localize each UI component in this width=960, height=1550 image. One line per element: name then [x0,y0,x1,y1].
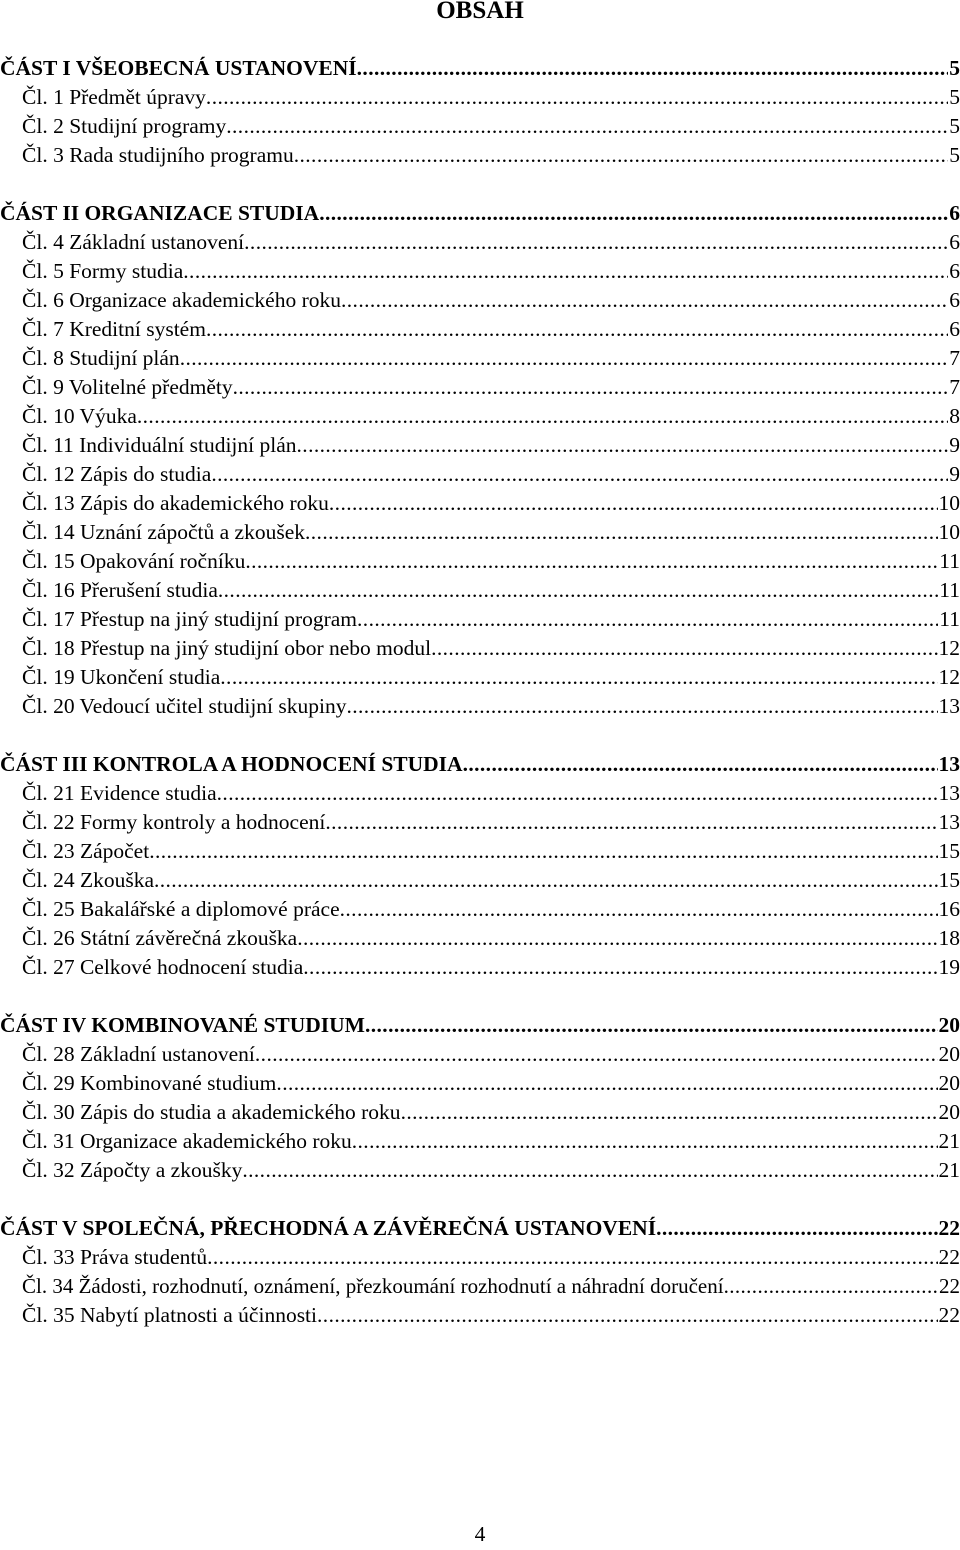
toc-article-entry[interactable] [0,344,960,373]
dot-leader [365,1011,938,1040]
dot-leader [463,750,938,779]
toc-article-entry[interactable] [0,953,960,982]
dot-leader [154,866,938,895]
toc-part-entry[interactable] [0,1214,960,1243]
toc-part-entry[interactable] [0,750,960,779]
page-ref: 22 [938,1245,960,1269]
dot-leader [207,1243,937,1272]
page-ref: 5 [949,56,960,80]
toc-heading: OBSAH [436,0,524,24]
dot-leader [233,373,949,402]
page-ref: 6 [949,259,960,283]
dot-leader [357,605,938,634]
article-title: Čl. 3 Rada studijního programu [22,143,294,167]
article-title: Čl. 33 Práva studentů [22,1245,208,1269]
dot-leader [183,257,948,286]
page-ref: 6 [949,317,960,341]
page-ref: 13 [938,752,960,776]
toc-article-entry[interactable] [0,286,960,315]
article-title: Čl. 12 Zápis do studia [22,462,212,486]
article-title: Čl. 1 Předmět úpravy [22,85,206,109]
dot-leader [305,518,938,547]
dot-leader [317,1301,937,1330]
page-ref: 12 [938,665,960,689]
page-ref: 11 [939,549,960,573]
dot-leader [341,286,948,315]
dot-leader [180,344,949,373]
article-title: Čl. 26 Státní závěrečná zkouška [22,926,298,950]
dot-leader [276,1069,937,1098]
article-title: Čl. 23 Zápočet [22,839,150,863]
dot-leader [303,953,937,982]
dot-leader [218,576,938,605]
toc-article-entry[interactable] [0,1127,960,1156]
page-ref: 13 [938,810,960,834]
dot-leader [255,1040,938,1069]
toc-article-entry[interactable] [0,1301,960,1330]
article-title: Čl. 27 Celkové hodnocení studia [22,955,304,979]
toc-article-entry[interactable] [0,1156,960,1185]
toc-article-entry[interactable] [0,402,960,431]
article-title: Čl. 18 Přestup na jiný studijní obor nebo modul [22,636,432,660]
dot-leader [325,808,937,837]
toc-article-entry[interactable] [0,895,960,924]
article-title: Čl. 19 Ukončení studia [22,665,221,689]
page-ref: 6 [949,230,960,254]
dot-leader [242,1156,937,1185]
article-title: Čl. 21 Evidence studia [22,781,217,805]
dot-leader [217,779,938,808]
part-title: ČÁST I VŠEOBECNÁ USTANOVENÍ [0,56,357,80]
dot-leader [346,692,937,721]
article-title: Čl. 9 Volitelné předměty [22,375,233,399]
toc-article-entry[interactable] [0,83,960,112]
toc-article-entry[interactable] [0,1272,960,1301]
toc-article-entry[interactable] [0,663,960,692]
page-ref: 13 [938,781,960,805]
toc-part-entry[interactable] [0,1011,960,1040]
toc-article-entry[interactable] [0,779,960,808]
dot-leader [297,431,949,460]
toc-article-entry[interactable] [0,547,960,576]
article-title: Čl. 10 Výuka [22,404,137,428]
part-title: ČÁST IV KOMBINOVANÉ STUDIUM [0,1013,365,1037]
article-title: Čl. 25 Bakalářské a diplomové práce [22,897,340,921]
article-title: Čl. 31 Organizace akademického roku [22,1129,352,1153]
page-ref: 9 [949,462,960,486]
toc-article-entry[interactable] [0,634,960,663]
toc-article-entry[interactable] [0,228,960,257]
toc-part-entry[interactable] [0,199,960,228]
toc-article-entry[interactable] [0,257,960,286]
dot-leader [226,112,948,141]
toc-article-entry[interactable] [0,605,960,634]
article-title: Čl. 28 Základní ustanovení [22,1042,255,1066]
page-ref: 9 [949,433,960,457]
toc-article-entry[interactable] [0,431,960,460]
page-ref: 18 [938,926,960,950]
page-ref: 21 [938,1158,960,1182]
article-title: Čl. 8 Studijní plán [22,346,180,370]
dot-leader [340,895,938,924]
article-title: Čl. 7 Kreditní systém [22,317,206,341]
article-title: Čl. 24 Zkouška [22,868,154,892]
article-title: Čl. 32 Zápočty a zkoušky [22,1158,243,1182]
page-ref: 10 [938,520,960,544]
page-number: 4 [474,1522,486,1546]
dot-leader [431,634,937,663]
page-ref: 5 [949,114,960,138]
toc-article-entry[interactable] [0,518,960,547]
page-ref: 12 [938,636,960,660]
article-title: Čl. 16 Přerušení studia [22,578,218,602]
toc-article-entry[interactable] [0,489,960,518]
dot-leader [656,1214,937,1243]
toc-article-entry[interactable] [0,112,960,141]
page-ref: 20 [938,1071,960,1095]
toc-article-entry[interactable] [0,1040,960,1069]
page-ref: 20 [938,1013,960,1037]
toc-article-entry[interactable] [0,866,960,895]
toc-article-entry[interactable] [0,1069,960,1098]
article-title: Čl. 29 Kombinované studium [22,1071,277,1095]
toc-article-entry[interactable] [0,141,960,170]
dot-leader [352,1127,938,1156]
dot-leader [206,315,948,344]
page-ref: 15 [938,839,960,863]
dot-leader [220,663,937,692]
page-ref: 22 [939,1274,960,1298]
part-title: ČÁST III KONTROLA A HODNOCENÍ STUDIA [0,752,463,776]
page-ref: 22 [938,1216,960,1240]
page-ref: 6 [949,201,960,225]
article-title: Čl. 6 Organizace akademického roku [22,288,341,312]
article-title: Čl. 4 Základní ustanovení [22,230,245,254]
article-title: Čl. 11 Individuální studijní plán [22,433,297,457]
toc-section [0,199,960,721]
dot-leader [329,489,938,518]
page-ref: 13 [938,694,960,718]
page-ref: 6 [949,288,960,312]
part-title: ČÁST II ORGANIZACE STUDIA [0,201,320,225]
toc-article-entry[interactable] [0,1098,960,1127]
page-ref: 21 [938,1129,960,1153]
toc-section [0,750,960,982]
page-ref: 5 [949,85,960,109]
dot-leader [297,924,937,953]
dot-leader [357,54,949,83]
article-title: Čl. 14 Uznání zápočtů a zkoušek [22,520,305,544]
article-title: Čl. 20 Vedoucí učitel studijní skupiny [22,694,347,718]
page-ref: 22 [938,1303,960,1327]
dot-leader [401,1098,938,1127]
page-ref: 10 [938,491,960,515]
toc-section [0,1011,960,1185]
page-ref: 7 [949,346,960,370]
toc-section [0,54,960,170]
dot-leader [294,141,949,170]
article-title: Čl. 5 Formy studia [22,259,184,283]
table-of-contents [0,54,960,1359]
page-ref: 20 [938,1042,960,1066]
page-ref: 16 [938,897,960,921]
page-ref: 11 [939,607,960,631]
toc-article-entry[interactable] [0,837,960,866]
toc-article-entry[interactable] [0,460,960,489]
article-title: Čl. 35 Nabytí platnosti a účinnosti [22,1303,318,1327]
toc-article-entry[interactable] [0,315,960,344]
dot-leader [244,228,948,257]
page-ref: 20 [938,1100,960,1124]
dot-leader [245,547,938,576]
part-title: ČÁST V SPOLEČNÁ, PŘECHODNÁ A ZÁVĚREČNÁ USTANOVENÍ [0,1216,657,1240]
toc-article-entry[interactable] [0,373,960,402]
toc-part-entry[interactable] [0,54,960,83]
dot-leader [206,83,948,112]
toc-article-entry[interactable] [0,808,960,837]
article-title: Čl. 15 Opakování ročníku [22,549,246,573]
page-ref: 8 [949,404,960,428]
article-title: Čl. 22 Formy kontroly a hodnocení [22,810,326,834]
dot-leader [137,402,948,431]
toc-article-entry[interactable] [0,1243,960,1272]
page-ref: 11 [939,578,960,602]
article-title: Čl. 30 Zápis do studia a akademického roku [22,1100,401,1124]
page-ref: 5 [949,143,960,167]
article-title: Čl. 17 Přestup na jiný studijní program [22,607,358,631]
toc-article-entry[interactable] [0,576,960,605]
article-title: Čl. 13 Zápis do akademického roku [22,491,329,515]
toc-section [0,1214,960,1330]
dot-leader [211,460,948,489]
toc-article-entry[interactable] [0,692,960,721]
dot-leader [724,1272,938,1301]
dot-leader [149,837,937,866]
dot-leader [319,199,948,228]
article-title: Čl. 34 Žádosti, rozhodnutí, oznámení, přezkoumání rozhodnutí a náhradní doručení [22,1274,724,1298]
page-ref: 15 [938,868,960,892]
page-ref: 19 [938,955,960,979]
article-title: Čl. 2 Studijní programy [22,114,227,138]
toc-article-entry[interactable] [0,924,960,953]
page-ref: 7 [949,375,960,399]
